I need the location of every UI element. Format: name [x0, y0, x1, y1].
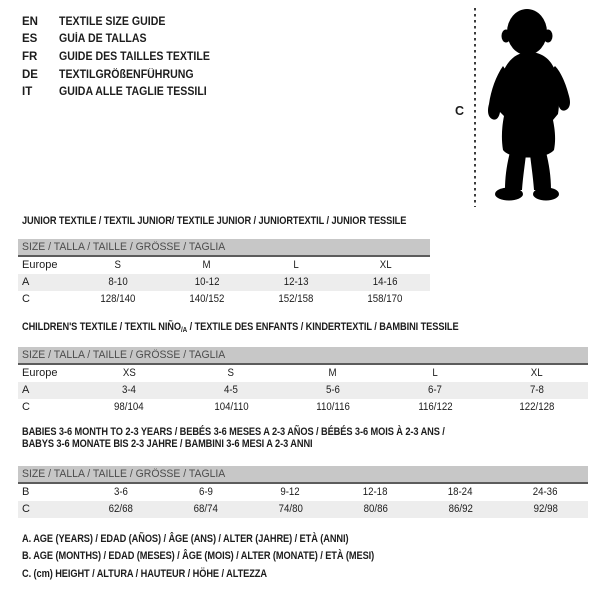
- table-cell: 6-7: [428, 384, 442, 396]
- table-row: [18, 399, 588, 416]
- row-label: Europe: [22, 367, 58, 379]
- row-label: C: [22, 293, 30, 305]
- size-header-text: SIZE / TALLA / TAILLE / GRÖSSE / TAGLIA: [22, 468, 226, 480]
- junior-table-rows: [18, 257, 430, 308]
- size-header-bar: [18, 347, 588, 365]
- table-cell: 10-12: [194, 276, 220, 288]
- legend-line-a: A. AGE (YEARS) / EDAD (AÑOS) / ÂGE (ANS) / ALTER (JAHRE) / ETÀ (ANNI): [22, 533, 349, 545]
- table-cell: 158/170: [367, 293, 403, 305]
- table-cell: 8-10: [107, 276, 128, 288]
- legend-line-c: C. (cm) HEIGHT / ALTURA / HAUTEUR / HÖHE / ALTEZZA: [22, 567, 267, 580]
- babies-table-title-line2: BABYS 3-6 MONATE BIS 2-3 JAHRE / BAMBINI 3-6 MESI A 2-3 ANNI: [22, 437, 313, 450]
- table-cell: XL: [531, 367, 543, 379]
- table-cell: 86/92: [448, 503, 473, 515]
- children-table-title: [22, 322, 542, 336]
- table-cell: 68/74: [193, 503, 218, 515]
- row-label: B: [22, 486, 30, 498]
- size-header-text: SIZE / TALLA / TAILLE / GRÖSSE / TAGLIA: [22, 349, 226, 361]
- language-row-es: [22, 31, 223, 49]
- language-list: [22, 13, 223, 101]
- table-cell: 128/140: [100, 293, 136, 305]
- language-label: TEXTILE SIZE GUIDE: [59, 15, 166, 28]
- table-cell: 92/98: [533, 503, 558, 515]
- table-row: [18, 274, 430, 291]
- table-cell: 62/68: [108, 503, 133, 515]
- toddler-silhouette-icon: [486, 8, 578, 206]
- language-row-it: [22, 83, 223, 101]
- table-cell: 3-6: [113, 486, 128, 498]
- height-measure-label: C: [455, 104, 465, 118]
- table-cell: 3-4: [122, 384, 136, 396]
- table-cell: 122/128: [519, 401, 555, 413]
- table-cell: 24-36: [533, 486, 558, 498]
- table-cell: L: [432, 367, 438, 379]
- junior-table-title-text: JUNIOR TEXTILE / TEXTIL JUNIOR/ TEXTILE JUNIOR / JUNIORTEXTIL / JUNIOR TESSILE: [22, 215, 407, 227]
- table-row: [18, 257, 430, 274]
- language-row-fr: [22, 48, 223, 66]
- table-cell: XL: [379, 259, 392, 271]
- language-code: EN: [22, 15, 38, 28]
- table-cell: 104/110: [213, 401, 249, 413]
- language-label: GUIDE DES TAILLES TEXTILE: [59, 50, 210, 63]
- table-cell: 7-8: [530, 384, 544, 396]
- table-cell: S: [114, 259, 121, 271]
- language-row-en: [22, 13, 223, 31]
- table-cell: XS: [122, 367, 136, 379]
- table-cell: 6-9: [198, 486, 213, 498]
- table-cell: L: [293, 259, 299, 271]
- row-label: C: [22, 401, 30, 413]
- language-label: TEXTILGRÖßENFÜHRUNG: [59, 68, 194, 81]
- table-cell: 12-18: [363, 486, 388, 498]
- table-cell: M: [328, 367, 338, 379]
- junior-table-title: [22, 216, 480, 228]
- language-code: ES: [22, 33, 38, 46]
- children-table: [18, 347, 588, 416]
- size-header-bar: [18, 239, 430, 257]
- table-cell: 140/152: [189, 293, 225, 305]
- table-cell: M: [202, 259, 211, 271]
- language-code: IT: [22, 86, 33, 99]
- table-row: [18, 291, 430, 308]
- language-label: GUIDA ALLE TAGLIE TESSILI: [59, 86, 207, 99]
- language-code: DE: [22, 68, 38, 81]
- babies-table: [18, 466, 588, 518]
- size-header-text: SIZE / TALLA / TAILLE / GRÖSSE / TAGLIA: [22, 241, 226, 253]
- table-cell: 9-12: [280, 486, 301, 498]
- table-cell: 80/86: [363, 503, 388, 515]
- table-cell: 110/116: [316, 401, 350, 413]
- table-cell: 18-24: [448, 486, 473, 498]
- table-cell: 14-16: [372, 276, 398, 288]
- babies-table-rows: [18, 484, 588, 518]
- table-row: [18, 365, 588, 382]
- row-label: Europe: [22, 259, 58, 271]
- children-table-rows: [18, 365, 588, 416]
- row-label: A: [22, 384, 30, 396]
- language-row-de: [22, 66, 223, 84]
- row-label: C: [22, 503, 30, 515]
- table-row: [18, 484, 588, 501]
- table-cell: 12-13: [283, 276, 309, 288]
- size-header-bar: [18, 466, 588, 484]
- table-cell: 5-6: [326, 384, 340, 396]
- legend-line-b: B. AGE (MONTHS) / EDAD (MESES) / ÂGE (MOIS) / ALTER (MONATE) / ETÀ (MESI): [22, 550, 375, 563]
- table-cell: 4-5: [224, 384, 238, 396]
- table-cell: 152/158: [278, 293, 314, 305]
- babies-table-title-line1: BABIES 3-6 MONTH TO 2-3 YEARS / BEBÉS 3-6 MESES A 2-3 AÑOS / BÉBÉS 3-6 MOIS À 2-3 ANS /: [22, 426, 445, 438]
- babies-table-title: [22, 427, 525, 450]
- language-code: FR: [22, 50, 38, 63]
- junior-table: [18, 239, 430, 308]
- table-cell: 74/80: [278, 503, 303, 515]
- table-cell: S: [227, 367, 235, 379]
- table-cell: 98/104: [114, 401, 144, 413]
- measurement-legend: [22, 531, 441, 583]
- table-row: [18, 382, 588, 399]
- row-label: A: [22, 276, 30, 288]
- height-measure-dotted-line: [474, 8, 476, 207]
- children-table-title-text: CHILDREN'S TEXTILE / TEXTIL $NIÑO_{/A}$ / TEXTILE DES ENFANTS / KINDERTEXTIL / BAMBINI TESSILE: [22, 321, 459, 334]
- table-cell: 116/122: [417, 401, 453, 413]
- table-row: [18, 501, 588, 518]
- language-label: GUÍA DE TALLAS: [59, 33, 147, 46]
